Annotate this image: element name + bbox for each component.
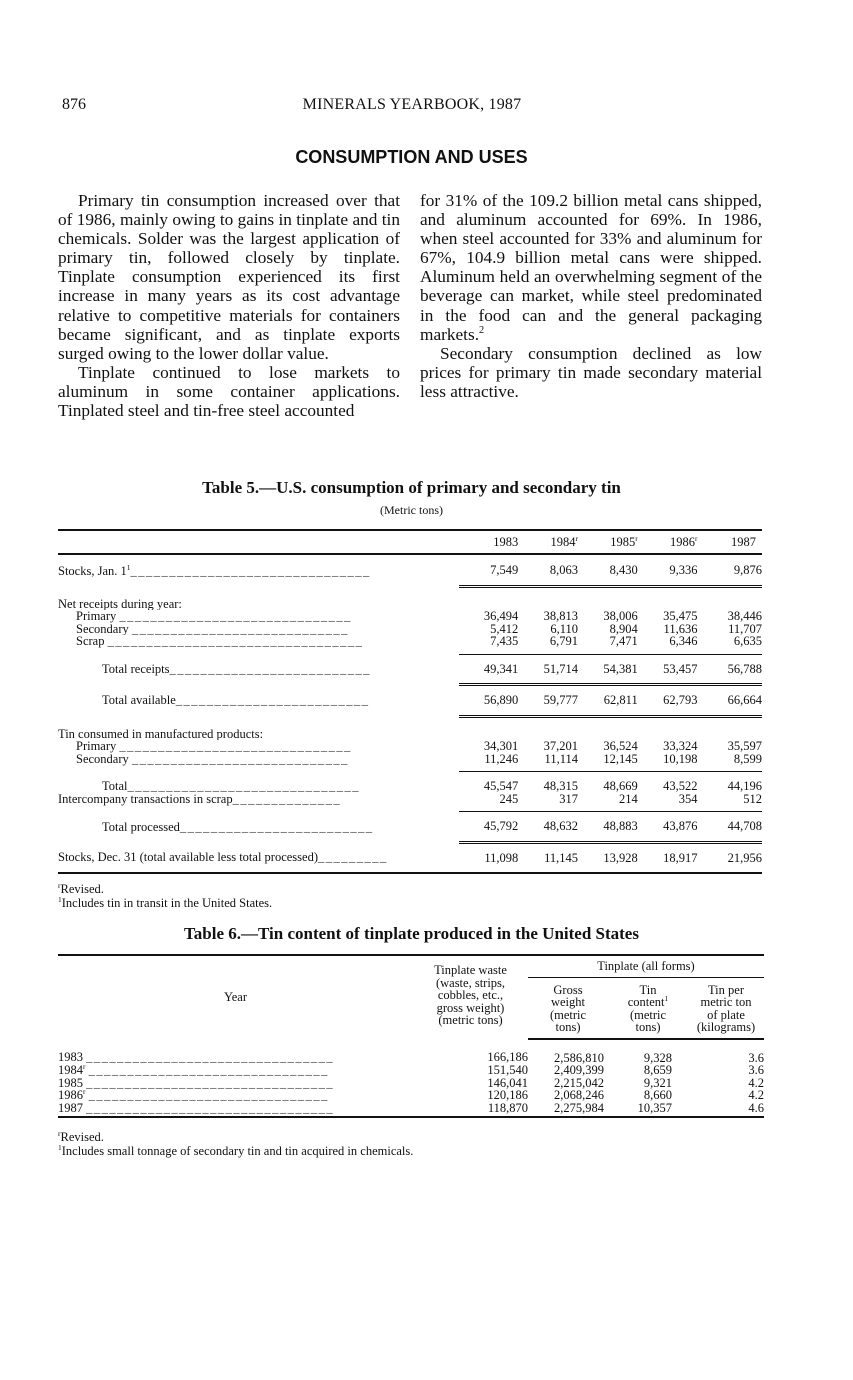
footnote: $^1$Includes small tonnage of secondary tin and tin acquired in chemicals. (58, 1142, 414, 1158)
journal-title: MINERALS YEARBOOK, 1987 (302, 96, 522, 113)
table-row: Primary ______________________________ 36,494 38,813 38,006 35,475 38,446 (76, 609, 762, 623)
table-row-total: Total processed_________________________ 45,792 48,632 48,883 43,876 44,708 (58, 812, 762, 843)
page-number: 876 (62, 96, 86, 113)
table-row: Primary ______________________________ 34,301 37,201 36,524 33,324 35,597 (76, 739, 762, 753)
table-row-total: Total receipts__________________________ 49,341 51,714 54,381 53,457 56,788 (58, 654, 762, 685)
section-heading: CONSUMPTION AND USES (295, 147, 528, 167)
table-row: Intercompany transactions in scrap______________ 245 317 214 354 512 (58, 793, 762, 812)
table-row: 1987 ________________________________ 118,870 2,275,984 10,357 4.6 (58, 1102, 764, 1118)
table5-footnotes (58, 882, 762, 910)
table-row: Stocks, Jan. $1^1\_\_\_\_\_\_\_\_\_\_\_\_\_\_\_\_\_\_\_\_\_\_\_\_\_\_\_\_\_\_\_$ 7,549 8,063 8,430 9,336 9,876 (58, 564, 762, 586)
footnote: $^1$Includes tin in transit in the United States. (58, 894, 273, 910)
table5-subtitle: (Metric tons) (380, 503, 443, 517)
column-header: 1985$^r$ (578, 530, 638, 554)
table5-header-row (58, 530, 762, 554)
table-row: Scrap _________________________________ 7,435 6,791 7,471 6,346 6,635 (58, 635, 762, 654)
column-header-tin-per-ton: Tin per metric ton of plate (kilograms) (688, 977, 764, 1039)
text-column-right (420, 191, 762, 401)
table-row-total: Total______________________________ 45,547 48,315 48,669 43,522 44,196 (102, 778, 762, 793)
column-header: 1983 (459, 530, 519, 554)
table6-header-row (58, 955, 764, 977)
paragraph-text: for 31% of the 109.2 billion metal cans shipped, and aluminum accounted for 69%. In 1986, when steel accounted for 33% and aluminum for 67%, 104.9 billion metal cans were shipped. Aluminum held an overwhelming segment of the beverage can market, while steel predominated in the food can and the general packaging markets. (420, 191, 762, 344)
table-row: Stocks, Dec. 31 (total available less total processed)_________ 11,098 11,145 13,928 18,917 21,956 (58, 842, 762, 873)
table6-title: Table 6.—Tin content of tinplate produced in the United States (184, 924, 639, 943)
table-row: Secondary ____________________________ 5,412 6,110 8,904 11,636 11,707 (76, 621, 762, 636)
table-row-heading: Net receipts during year: (58, 596, 182, 610)
paragraph: Primary tin consumption increased over that of 1986, mainly owing to gains in tinplate and tin chemicals. Solder was the largest application of primary tin, followed closely by tinplate. Tinplate consumption experienced its first increase in many years as its cost advantage relative to competitive materials for containers became significant, and as tinplate exports surged owing to the lower dollar value. (58, 191, 400, 363)
paragraph: Tinplate continued to lose markets to aluminum in some container applications. Tinplated steel and tin-free steel accounted (58, 362, 400, 421)
table-row: 1983 ________________________________ 166,186 2,586,810 9,328 3.6 (58, 1050, 764, 1065)
table-row-heading: Tin consumed in manufactured products: (58, 726, 264, 740)
table6-footnotes (58, 1130, 764, 1158)
column-header: 1984$^r$ (518, 530, 578, 554)
table5-title: Table 5.—U.S. consumption of primary and secondary tin (202, 478, 621, 497)
paragraph (420, 191, 762, 344)
footnote: $^r$Revised. (58, 880, 104, 896)
table-row: 1985 ________________________________ 146,041 2,215,042 9,321 4.2 (58, 1075, 764, 1090)
column-group-header: Tinplate (all forms) (528, 955, 764, 977)
table-row: 1986$^r$ _______________________________ 120,186 2,068,246 8,660 4.2 (58, 1086, 764, 1102)
table-row: 1984$^r$ _______________________________ 151,540 2,409,399 8,659 3.6 (58, 1061, 764, 1077)
column-header-year: Year (58, 955, 413, 1039)
column-header-gross: Gross weight (metric tons) (528, 977, 608, 1039)
paragraph: Secondary consumption declined as low prices for primary tin made secondary material less attractive. (420, 343, 762, 401)
stub-header (58, 530, 459, 554)
table5 (58, 529, 762, 910)
table-row: Secondary ____________________________ 11,246 11,114 12,145 10,198 8,599 (58, 753, 762, 772)
footnote: $^r$Revised. (58, 1128, 104, 1144)
column-header: 1986$^r$ (638, 530, 698, 554)
column-header-waste: Tinplate waste (waste, strips, cobbles, etc., gross weight) (metric tons) (413, 955, 528, 1039)
table-row-total: Total available_________________________ 56,890 59,777 62,811 62,793 66,664 (58, 685, 762, 717)
table6 (58, 954, 764, 1158)
column-header-tin-content: Tin content$^1$ (metric tons) (608, 977, 688, 1039)
column-header: 1987 (697, 530, 762, 554)
footnote-ref: 2 (479, 324, 485, 336)
text-column-left (58, 191, 400, 420)
